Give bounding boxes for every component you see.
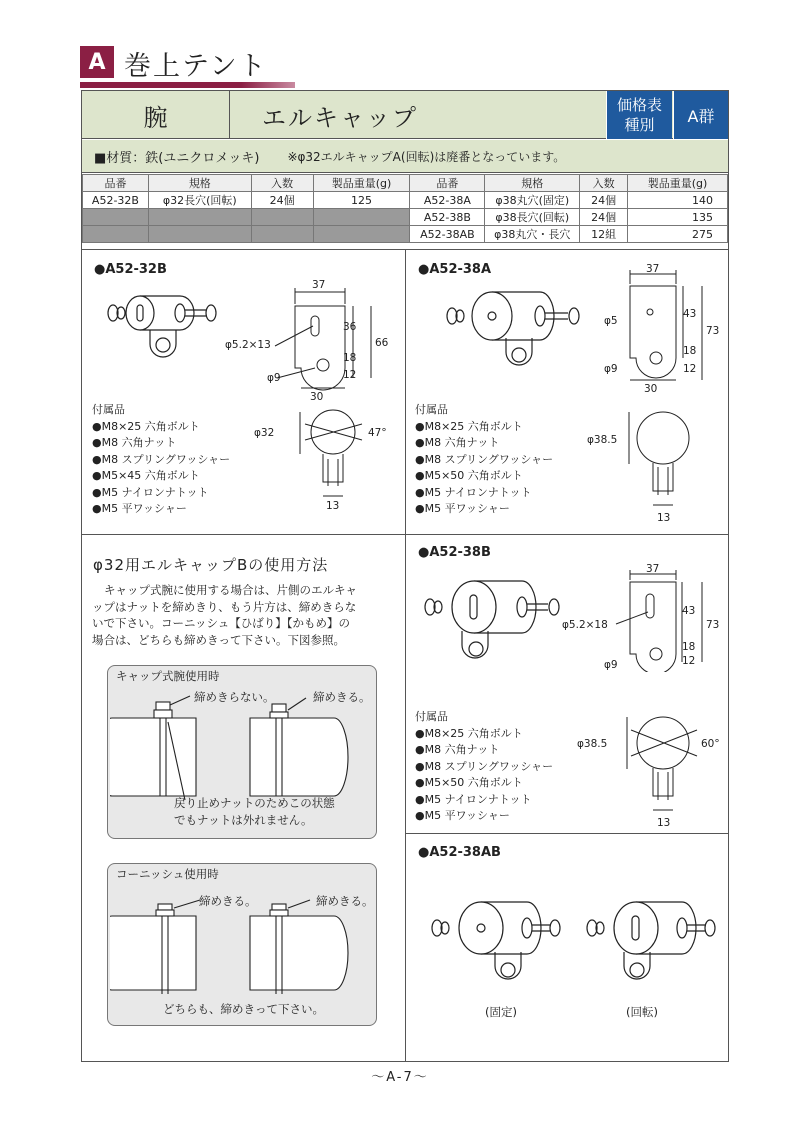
material-note: ※φ32エルキャップA(回転)は廃番となっています。: [287, 149, 566, 164]
empty-cell: [313, 226, 410, 243]
dim-h36: 36: [343, 321, 357, 333]
list-item: ●M8×25 六角ボルト: [92, 419, 200, 433]
dim-phi9: φ9: [604, 363, 618, 375]
cell-weight: 135: [628, 209, 728, 226]
accessories-38b: [415, 709, 553, 825]
accessories-title: 付属品: [415, 403, 448, 416]
price-table-line2: 種別: [624, 116, 655, 134]
panel2-note: どちらも、締めきって下さい。: [163, 1002, 324, 1016]
product-illustration-32b: [95, 280, 225, 380]
list-item: ●M5×50 六角ボルト: [415, 776, 523, 789]
dim-h18: 18: [683, 345, 697, 357]
material-text: ■材質：鉄(ユニクロメッキ): [94, 150, 260, 166]
list-item: ●M5 ナイロンナトット: [415, 792, 532, 806]
col-code: 品番: [83, 175, 149, 192]
dim-h12: 12: [683, 363, 697, 375]
table-row: [83, 209, 728, 226]
dim-w13: 13: [657, 512, 671, 524]
panel-title: キャップ式腕使用時: [116, 669, 220, 683]
cell-weight: 125: [313, 192, 410, 209]
dim-h73: 73: [706, 325, 720, 337]
usage-line: 場合は、どちらも締めきって下さい。下図参照。: [92, 632, 345, 647]
section-title: 巻上テント: [124, 51, 268, 82]
dim-angle: 60°: [701, 738, 720, 750]
dim-width-top: 37: [646, 263, 660, 275]
callout-tighten-right: 締めきる。: [316, 894, 374, 908]
product-title-38a: ●A52-38A: [418, 262, 492, 277]
dimension-drawing-38b: [560, 562, 725, 672]
product-name: エルキャップ: [262, 103, 418, 132]
cell-spec: φ38丸穴(固定): [485, 192, 580, 209]
panel1-note-line1: 戻り止めナットのためこの状態: [174, 796, 335, 810]
col-qty: 入数: [251, 175, 313, 192]
dim-hole: φ5.2×18: [562, 619, 608, 631]
dim-angle: 47°: [368, 427, 387, 439]
product-title-38ab: ●A52-38AB: [418, 845, 501, 860]
product-illustration-38a: [440, 280, 590, 375]
table-row: [83, 192, 728, 209]
accessories-38a: [415, 402, 553, 518]
col-qty: 入数: [580, 175, 628, 192]
list-item: ●M8 六角ナット: [415, 436, 500, 449]
price-table-line1: 価格表: [616, 96, 662, 114]
dim-phi32: φ32: [254, 427, 275, 439]
list-item: ●M5 ナイロンナトット: [415, 485, 532, 499]
cell-qty: 12組: [580, 226, 628, 243]
cell-spec: φ38丸穴・長穴: [485, 226, 580, 243]
dim-h18: 18: [682, 641, 696, 653]
section-badge: A: [80, 46, 114, 78]
page-number: ～A-7～: [371, 1070, 429, 1085]
dim-h66: 66: [375, 337, 389, 349]
list-item: ●M8 六角ナット: [92, 436, 177, 449]
label-rotate: (回転): [626, 1005, 658, 1019]
section-drawing-32b: [250, 404, 400, 514]
divider: [405, 833, 728, 834]
cell-code: A52-38AB: [410, 226, 485, 243]
dimension-drawing-32b: [215, 278, 395, 403]
usage-line: ップはナットを締めきり、もう片方は、締めきらな: [92, 599, 357, 614]
dim-phi38: φ38.5: [587, 434, 618, 446]
accessories-32b: [92, 402, 230, 518]
dim-width-top: 37: [312, 279, 326, 291]
dim-h18: 18: [343, 352, 357, 364]
dim-h12: 12: [682, 655, 696, 667]
cell-code: A52-38B: [410, 209, 485, 226]
list-item: ●M5×45 六角ボルト: [92, 469, 200, 482]
cell-qty: 24個: [580, 192, 628, 209]
cell-code: A52-38A: [410, 192, 485, 209]
list-item: ●M5×50 六角ボルト: [415, 469, 523, 482]
list-item: ●M8 スプリングワッシャー: [415, 452, 554, 466]
product-category: 腕: [82, 91, 230, 139]
cell-qty: 24個: [580, 209, 628, 226]
panel1-illustration: [110, 690, 376, 805]
spec-table: [82, 174, 728, 243]
table-row: [83, 226, 728, 243]
section-drawing-38b: [575, 712, 725, 830]
callout-tighten-left: 締めきる。: [199, 894, 257, 908]
cell-qty: 24個: [251, 192, 313, 209]
illustration-38ab-fixed: [425, 880, 565, 990]
callout-not-tighten: 締めきらない。: [194, 690, 275, 704]
cell-weight: 275: [628, 226, 728, 243]
divider: [82, 534, 728, 535]
empty-cell: [313, 209, 410, 226]
col-weight: 製品重量(g): [628, 175, 728, 192]
section-drawing-38a: [585, 405, 720, 525]
dim-h73: 73: [706, 619, 720, 631]
list-item: ●M5 平ワッシャー: [415, 809, 510, 822]
dim-width-bottom: 30: [644, 383, 658, 395]
empty-cell: [251, 209, 313, 226]
usage-line: キャップ式腕に使用する場合は、片側のエルキャ: [104, 583, 357, 597]
empty-cell: [148, 226, 251, 243]
product-illustration-38b: [418, 565, 568, 670]
dim-h12: 12: [343, 369, 357, 381]
list-item: ●M5 平ワッシャー: [415, 502, 510, 515]
spec-header-row: [83, 175, 728, 192]
cell-spec: φ38長穴(回転): [485, 209, 580, 226]
dim-h43: 43: [683, 308, 697, 320]
col-weight: 製品重量(g): [313, 175, 410, 192]
cell-code: A52-32B: [83, 192, 149, 209]
dim-h43: 43: [682, 605, 696, 617]
col-spec: 規格: [148, 175, 251, 192]
empty-cell: [148, 209, 251, 226]
dim-hole: φ5.2×13: [225, 339, 271, 351]
dim-phi38: φ38.5: [577, 738, 608, 750]
panel-title: コーニッシュ使用時: [116, 867, 219, 881]
col-code: 品番: [410, 175, 485, 192]
dim-hole: φ5: [604, 315, 618, 327]
empty-cell: [83, 226, 149, 243]
empty-cell: [83, 209, 149, 226]
usage-text: [92, 582, 397, 648]
list-item: ●M8×25 六角ボルト: [415, 726, 523, 740]
dim-phi9: φ9: [604, 659, 618, 671]
dim-w13: 13: [657, 817, 671, 829]
list-item: ●M8 スプリングワッシャー: [92, 452, 231, 466]
dimension-drawing-38a: [600, 262, 725, 397]
dim-w13: 13: [326, 500, 340, 512]
accessories-title: 付属品: [92, 403, 125, 416]
cell-weight: 140: [628, 192, 728, 209]
price-table-type: [606, 91, 672, 139]
dim-width-bottom: 30: [310, 391, 324, 403]
accessories-title: 付属品: [415, 710, 448, 723]
product-title-32b: ●A52-32B: [94, 262, 167, 277]
list-item: ●M8×25 六角ボルト: [415, 419, 523, 433]
illustration-38ab-rotate: [580, 880, 720, 990]
list-item: ●M5 ナイロンナトット: [92, 485, 209, 499]
price-group: A群: [673, 91, 728, 139]
label-fixed: (固定): [485, 1005, 517, 1019]
empty-cell: [251, 226, 313, 243]
cell-spec: φ32長穴(回転): [148, 192, 251, 209]
col-spec: 規格: [485, 175, 580, 192]
panel1-note-line2: でもナットは外れません。: [174, 813, 313, 827]
callout-tighten: 締めきる。: [313, 690, 371, 704]
material-row: [82, 140, 728, 173]
dim-phi9: φ9: [267, 372, 281, 384]
product-title-38b: ●A52-38B: [418, 545, 491, 560]
list-item: ●M8 スプリングワッシャー: [415, 759, 554, 773]
list-item: ●M5 平ワッシャー: [92, 502, 187, 515]
dim-width-top: 37: [646, 563, 660, 575]
section-underline: [80, 82, 295, 88]
usage-title: φ32用エルキャップBの使用方法: [93, 556, 329, 574]
divider: [405, 249, 406, 1061]
list-item: ●M8 六角ナット: [415, 743, 500, 756]
usage-line: いで下さい。コーニッシュ【ひばり】【かもめ】の: [92, 616, 351, 630]
